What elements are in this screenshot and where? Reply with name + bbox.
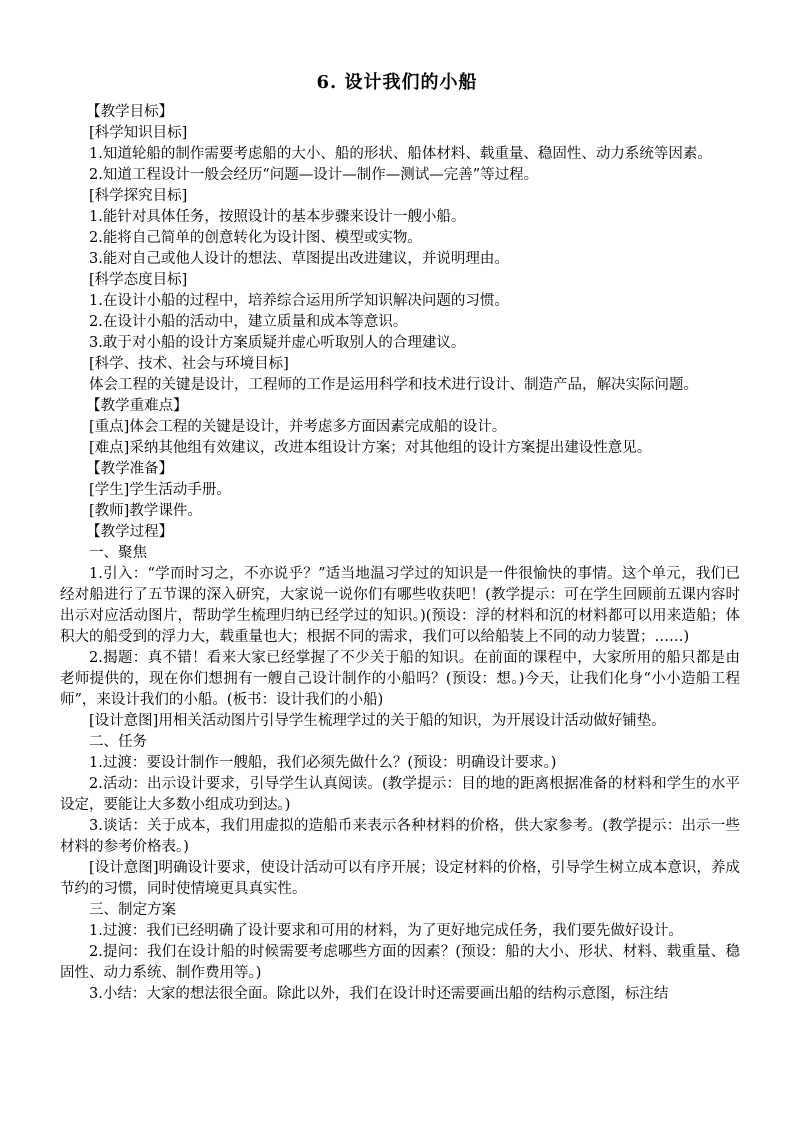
paragraph: 3.敢于对小船的设计方案质疑并虚心听取别人的合理建议。 bbox=[89, 335, 466, 351]
subsection-heading: [科学态度目标] bbox=[89, 272, 188, 288]
paragraph: [设计意图]用相关活动图片引导学生梳理学过的关于船的知识，为开展设计活动做好铺垫。 bbox=[89, 713, 666, 729]
paragraph: 1.能针对具体任务，按照设计的基本步骤来设计一艘小船。 bbox=[89, 209, 466, 225]
paragraph: 1.过渡：我们已经明确了设计要求和可用的材料，为了更好地完成任务，我们要先做好设计。 bbox=[89, 923, 683, 939]
section-heading: 【教学过程】 bbox=[86, 524, 174, 540]
step-heading: 三、制定方案 bbox=[89, 902, 176, 918]
subsection-heading: [科学、技术、社会与环境目标] bbox=[89, 356, 289, 372]
paragraph: 1.过渡：要设计制作一艘船，我们必须先做什么？(预设：明确设计要求。) bbox=[89, 755, 557, 771]
paragraph: [设计意图]明确设计要求，使设计活动可以有序开展；设定材料的价格，引导学生树立成本意识，养成节约的习惯，同时使情境更具真实性。 bbox=[60, 860, 740, 897]
step-heading: 一、聚焦 bbox=[89, 545, 147, 561]
section-heading: 【教学目标】 bbox=[86, 104, 174, 120]
paragraph: [教师]教学课件。 bbox=[89, 503, 202, 519]
paragraph: 3.谈话：关于成本，我们用虚拟的造船币来表示各种材料的价格，供大家参考。(教学提示：出示一些材料的参考价格表。) bbox=[60, 818, 740, 855]
page-title: 6. 设计我们的小船 bbox=[316, 72, 478, 93]
paragraph: 3.小结：大家的想法很全面。除此以外，我们在设计时还需要画出船的结构示意图，标注结 bbox=[89, 986, 669, 1002]
paragraph: 2.揭题：真不错！看来大家已经掌握了不少关于船的知识。在前面的课程中，大家所用的船只都是由老师提供的，现在你们想拥有一艘自己设计制作的小船吗？(预设：想。)今天，让我们化身“小小造船工程师”，来设计我们的小船。(板书：设计我们的小船) bbox=[60, 650, 740, 708]
subsection-heading: [科学探究目标] bbox=[89, 188, 188, 204]
paragraph: 2.在设计小船的活动中，建立质量和成本等意识。 bbox=[89, 314, 408, 330]
paragraph: 1.知道轮船的制作需要考虑船的大小、船的形状、船体材料、载重量、稳固性、动力系统等因素。 bbox=[89, 146, 712, 162]
section-heading: 【教学重难点】 bbox=[86, 398, 188, 414]
subsection-heading: [科学知识目标] bbox=[89, 125, 188, 141]
document-body bbox=[60, 102, 740, 1005]
paragraph: [重点]体会工程的关键是设计，并考虑多方面因素完成船的设计。 bbox=[89, 419, 507, 435]
paragraph: 2.提问：我们在设计船的时候需要考虑哪些方面的因素？(预设：船的大小、形状、材料、载重量、稳固性、动力系统、制作费用等。) bbox=[60, 944, 740, 981]
paragraph: 1.在设计小船的过程中，培养综合运用所学知识解决问题的习惯。 bbox=[89, 293, 509, 309]
paragraph: 1.引入：“学而时习之，不亦说乎？”适当地温习学过的知识是一件很愉快的事情。这个单元，我们已经对船进行了五节课的深入研究，大家说一说你们有哪些收获吧！(教学提示：可在学生回顾前五课内容时出示对应活动图片，帮助学生梳理归纳已经学过的知识。)(预设：浮的材料和沉的材料都可以用来造船；体积大的船受到的浮力大，载重量也大；根据不同的需求，我们可以给船装上不同的动力装置；……) bbox=[60, 566, 740, 645]
paragraph: [学生]学生活动手册。 bbox=[89, 482, 231, 498]
paragraph: 体会工程的关键是设计，工程师的工作是运用科学和技术进行设计、制造产品，解决实际问题。 bbox=[89, 377, 698, 393]
paragraph: 2.知道工程设计一般会经历“问题—设计—制作—测试—完善”等过程。 bbox=[89, 167, 539, 183]
step-heading: 二、任务 bbox=[89, 734, 147, 750]
section-heading: 【教学准备】 bbox=[86, 461, 174, 477]
paragraph: 3.能对自己或他人设计的想法、草图提出改进建议，并说明理由。 bbox=[89, 251, 509, 267]
paragraph: 2.能将自己简单的创意转化为设计图、模型或实物。 bbox=[89, 230, 422, 246]
paragraph: [难点]采纳其他组有效建议，改进本组设计方案；对其他组的设计方案提出建设性意见。 bbox=[89, 440, 652, 456]
paragraph: 2.活动：出示设计要求，引导学生认真阅读。(教学提示：目的地的距离根据准备的材料和学生的水平设定，要能让大多数小组成功到达。) bbox=[60, 776, 740, 813]
